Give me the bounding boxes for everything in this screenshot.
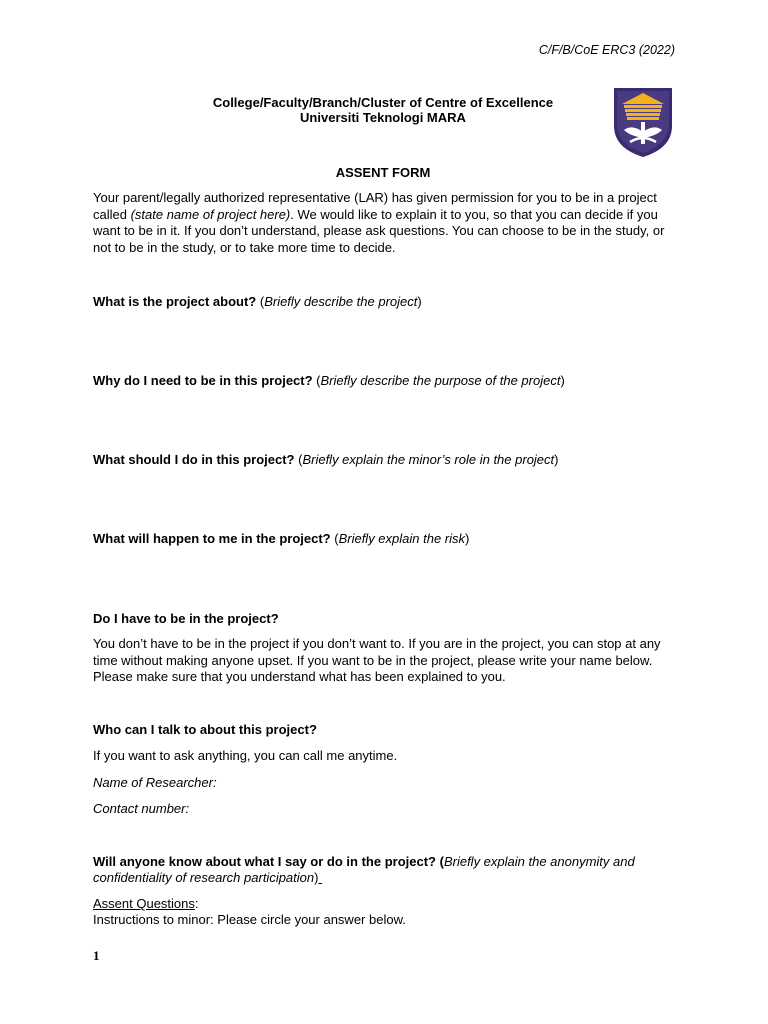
- question-hint: Briefly explain the minor’s role in the project: [302, 452, 555, 467]
- intro-project-placeholder: (state name of project here): [130, 206, 291, 222]
- have-to-paragraph: You don’t have to be in the project if you don’t want to. If you are in the project, you can stop at any time without making anyone upset. If you want to be in the project, please write your name below. Please make sure that you understand what has been explained to you.: [93, 636, 661, 684]
- question-label: Do I have to be in the project?: [93, 611, 279, 626]
- uitm-crest-logo: [612, 86, 674, 158]
- intro-paragraph: [93, 190, 678, 256]
- contact-number-label: Contact number:: [93, 801, 190, 816]
- researcher-name-label: Name of Researcher:: [93, 775, 217, 790]
- question-label: Who can I talk to about this project?: [93, 722, 317, 737]
- institution-header: [93, 95, 673, 125]
- form-title: ASSENT FORM: [335, 165, 431, 180]
- question-have-to: [93, 611, 683, 627]
- document-code: C/F/B/CoE ERC3 (2022): [538, 43, 675, 57]
- question-label: What is the project about?: [93, 294, 257, 309]
- intro-text-2: . We would like to explain it to you, so that you can decide if you want to be in it. If you don’t understand, please ask questions. You can choose to be in the study, or not to be in the study, or to take more time to decide.: [93, 206, 665, 255]
- assent-label-text: Assent Questions: [93, 896, 195, 911]
- question-hint: Briefly explain the risk: [338, 531, 466, 546]
- page-number: 1: [93, 948, 100, 963]
- question-anonymity: Will anyone know about what I say or do in the project? (Briefly explain the anonymity and confidentiality of research participation): [93, 854, 635, 885]
- assent-questions-label: Assent Questions:: [93, 896, 199, 911]
- question-label: Will anyone know about what I say or do in the project?: [93, 854, 436, 869]
- question-why-needed: Why do I need to be in this project? (Briefly describe the purpose of the project): [93, 373, 565, 388]
- question-what-to-do: What should I do in this project? (Briefly explain the minor’s role in the project): [93, 452, 559, 467]
- talk-text: If you want to ask anything, you can call me anytime.: [93, 748, 398, 763]
- question-hint: Briefly describe the purpose of the project: [320, 373, 561, 388]
- question-label: What will happen to me in the project?: [93, 531, 331, 546]
- intro-text-1: Your parent/legally authorized representative (LAR) has given permission for you to be in a project called: [93, 190, 657, 222]
- question-project-about: What is the project about? (Briefly describe the project): [93, 294, 422, 309]
- header-line-1: College/Faculty/Branch/Cluster of Centre of Excellence: [212, 95, 554, 110]
- header-line-2: Universiti Teknologi MARA: [300, 110, 466, 125]
- question-what-happens: What will happen to me in the project? (Briefly explain the risk): [93, 531, 470, 546]
- question-label: What should I do in this project?: [93, 452, 295, 467]
- question-hint: Briefly describe the project: [264, 294, 418, 309]
- assent-instructions: Instructions to minor: Please circle your answer below.: [93, 912, 406, 927]
- question-who-to-talk: [93, 722, 683, 738]
- question-hint: Briefly explain the anonymity and confidentiality of research participation: [93, 854, 635, 885]
- question-label: Why do I need to be in this project?: [93, 373, 313, 388]
